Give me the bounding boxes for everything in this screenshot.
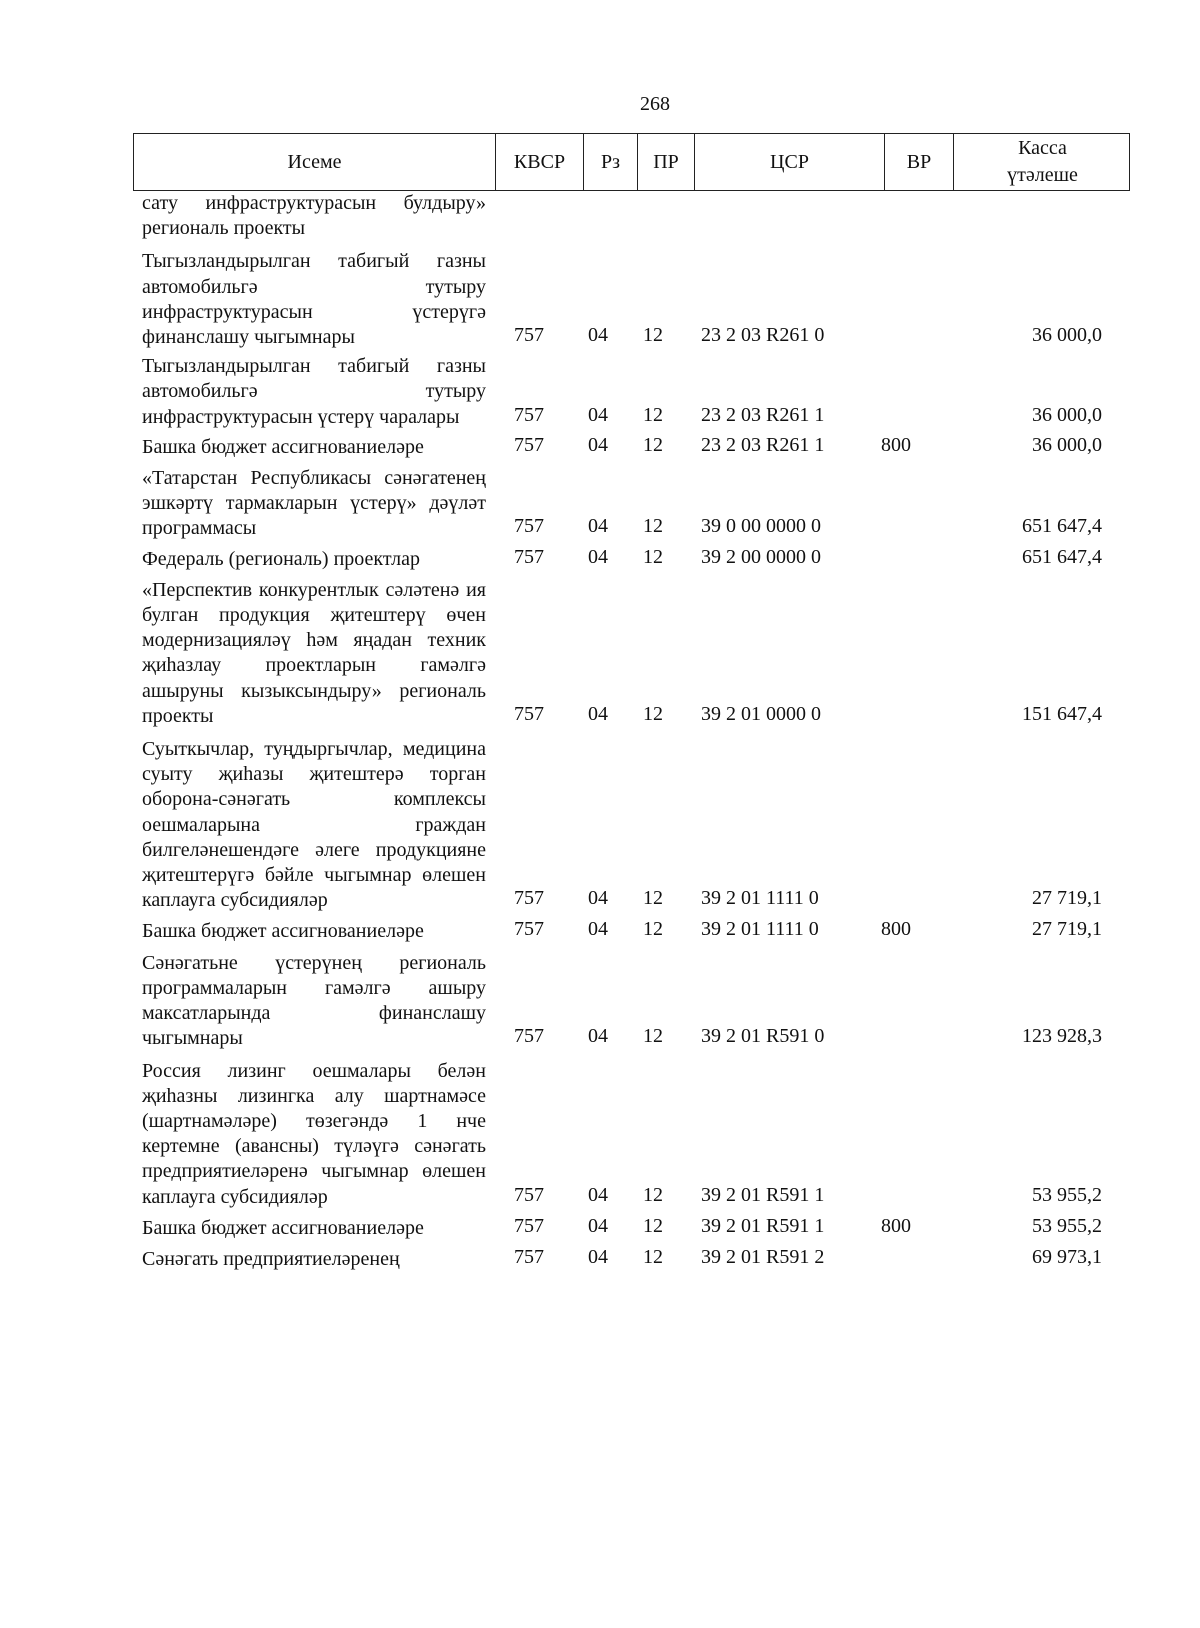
row-csr: 39 2 01 R591 2 xyxy=(701,1245,825,1268)
row-amount: 651 647,4 xyxy=(1022,545,1102,568)
table-row xyxy=(0,1059,1200,1210)
row-vr: 800 xyxy=(881,918,911,941)
table-row xyxy=(0,1216,1200,1241)
row-rz: 04 xyxy=(588,545,608,568)
row-pr: 12 xyxy=(643,545,663,568)
table-row xyxy=(0,191,1200,241)
row-kvsr: 757 xyxy=(514,545,544,568)
row-kvsr: 757 xyxy=(514,1214,544,1237)
row-name: Россия лизинг оешмалары белән җиһазны лизингка алу шартнамәсе (шартнамәләре) төзегәндә 1 нче кертемне (авансны) түләүгә сәнәгать предприятиеләренә чыгымнар өлешен каплауга субсидияләр xyxy=(142,1059,486,1208)
row-name: Башка бюджет ассигнованиеләре xyxy=(142,435,424,458)
row-rz: 04 xyxy=(588,887,608,910)
row-kvsr: 757 xyxy=(514,515,544,538)
row-pr: 12 xyxy=(643,1245,663,1268)
row-csr: 39 2 00 0000 0 xyxy=(701,545,821,568)
row-csr: 39 2 01 1111 0 xyxy=(701,887,819,910)
table-row xyxy=(0,1247,1200,1272)
header-kvsr: КВСР xyxy=(496,134,584,190)
row-name: сату инфраструктурасын булдыру» региональ проекты xyxy=(142,192,486,240)
table-row xyxy=(0,737,1200,913)
row-kvsr: 757 xyxy=(514,324,544,347)
table-header xyxy=(133,133,1130,191)
row-rz: 04 xyxy=(588,702,608,725)
row-name: Федераль (региональ) проектлар xyxy=(142,547,420,570)
table-row xyxy=(0,578,1200,729)
row-amount: 36 000,0 xyxy=(1032,324,1102,347)
row-pr: 12 xyxy=(643,918,663,941)
row-vr: 800 xyxy=(881,433,911,456)
header-rz: Рз xyxy=(584,134,638,190)
table-row xyxy=(0,354,1200,430)
header-name: Исеме xyxy=(134,134,496,190)
header-kassa-line2: үтәлеше xyxy=(1007,164,1078,186)
row-rz: 04 xyxy=(588,324,608,347)
row-rz: 04 xyxy=(588,1183,608,1206)
row-pr: 12 xyxy=(643,433,663,456)
row-pr: 12 xyxy=(643,324,663,347)
row-csr: 39 0 00 0000 0 xyxy=(701,515,821,538)
row-kvsr: 757 xyxy=(514,1183,544,1206)
row-csr: 23 2 03 R261 1 xyxy=(701,433,825,456)
row-kvsr: 757 xyxy=(514,1025,544,1048)
row-pr: 12 xyxy=(643,887,663,910)
row-pr: 12 xyxy=(643,1183,663,1206)
row-name: Сәнәгатьне үстерүнең региональ программаларын гамәлгә ашыру максатларында финанслашу чыгымнары xyxy=(142,951,486,1050)
row-csr: 39 2 01 0000 0 xyxy=(701,702,821,725)
table-row xyxy=(0,435,1200,460)
row-rz: 04 xyxy=(588,515,608,538)
row-csr: 39 2 01 1111 0 xyxy=(701,918,819,941)
row-name: Суыткычлар, туңдыргычлар, медицина суыту җиһазы җитештерә торган оборона-сәнәгать комплексы оешмаларына граждан билгеләнешендәге әлеге продукцияне җитештерүгә бәйле чыгымнар өлешен каплауга субсидияләр xyxy=(142,738,486,912)
row-name: «Татарстан Республикасы сәнәгатенең эшкәртү тармакларын үстерү» дәүләт программасы xyxy=(142,467,486,540)
row-name: Башка бюджет ассигнованиеләре xyxy=(142,920,424,943)
table-row xyxy=(0,919,1200,944)
header-kassa xyxy=(954,134,1131,190)
table-row xyxy=(0,951,1200,1052)
row-kvsr: 757 xyxy=(514,403,544,426)
table-body xyxy=(0,191,1200,1272)
row-rz: 04 xyxy=(588,1214,608,1237)
row-rz: 04 xyxy=(588,403,608,426)
row-pr: 12 xyxy=(643,403,663,426)
row-amount: 36 000,0 xyxy=(1032,433,1102,456)
row-rz: 04 xyxy=(588,1025,608,1048)
row-rz: 04 xyxy=(588,1245,608,1268)
header-vr: ВР xyxy=(885,134,954,190)
row-amount: 27 719,1 xyxy=(1032,918,1102,941)
table-row xyxy=(0,249,1200,350)
row-name: Тыгызландырылган табигый газны автомобильгә тутыру инфраструктурасын үстерү чаралары xyxy=(142,355,486,428)
row-kvsr: 757 xyxy=(514,433,544,456)
row-csr: 39 2 01 R591 0 xyxy=(701,1025,825,1048)
row-vr: 800 xyxy=(881,1214,911,1237)
header-kassa-line1: Касса xyxy=(1018,137,1067,159)
page-number: 268 xyxy=(640,93,670,115)
row-amount: 27 719,1 xyxy=(1032,887,1102,910)
row-kvsr: 757 xyxy=(514,887,544,910)
row-amount: 151 647,4 xyxy=(1022,702,1102,725)
row-amount: 123 928,3 xyxy=(1022,1025,1102,1048)
row-name: «Перспектив конкурентлык сәләтенә ия булган продукция җитештерү өчен модернизацияләү һәм яңадан техник җиһазлау проектларын гамәлгә ашыруны кызыксындыру» региональ проекты xyxy=(142,578,486,727)
table-row xyxy=(0,466,1200,542)
row-name: Тыгызландырылган табигый газны автомобильгә тутыру инфраструктурасын үстерүгә финанслашу чыгымнары xyxy=(142,250,486,349)
row-pr: 12 xyxy=(643,515,663,538)
row-amount: 53 955,2 xyxy=(1032,1214,1102,1237)
row-kvsr: 757 xyxy=(514,1245,544,1268)
header-pr: ПР xyxy=(638,134,695,190)
row-kvsr: 757 xyxy=(514,702,544,725)
row-csr: 39 2 01 R591 1 xyxy=(701,1183,825,1206)
row-name: Сәнәгать предприятиеләренең xyxy=(142,1247,400,1270)
header-csr: ЦСР xyxy=(695,134,885,190)
row-pr: 12 xyxy=(643,1025,663,1048)
row-csr: 39 2 01 R591 1 xyxy=(701,1214,825,1237)
row-amount: 53 955,2 xyxy=(1032,1183,1102,1206)
row-amount: 36 000,0 xyxy=(1032,403,1102,426)
row-pr: 12 xyxy=(643,1214,663,1237)
row-name: Башка бюджет ассигнованиеләре xyxy=(142,1216,424,1239)
row-rz: 04 xyxy=(588,918,608,941)
row-amount: 69 973,1 xyxy=(1032,1245,1102,1268)
row-amount: 651 647,4 xyxy=(1022,515,1102,538)
row-csr: 23 2 03 R261 1 xyxy=(701,403,825,426)
row-csr: 23 2 03 R261 0 xyxy=(701,324,825,347)
table-row xyxy=(0,547,1200,572)
row-kvsr: 757 xyxy=(514,918,544,941)
row-pr: 12 xyxy=(643,702,663,725)
row-rz: 04 xyxy=(588,433,608,456)
